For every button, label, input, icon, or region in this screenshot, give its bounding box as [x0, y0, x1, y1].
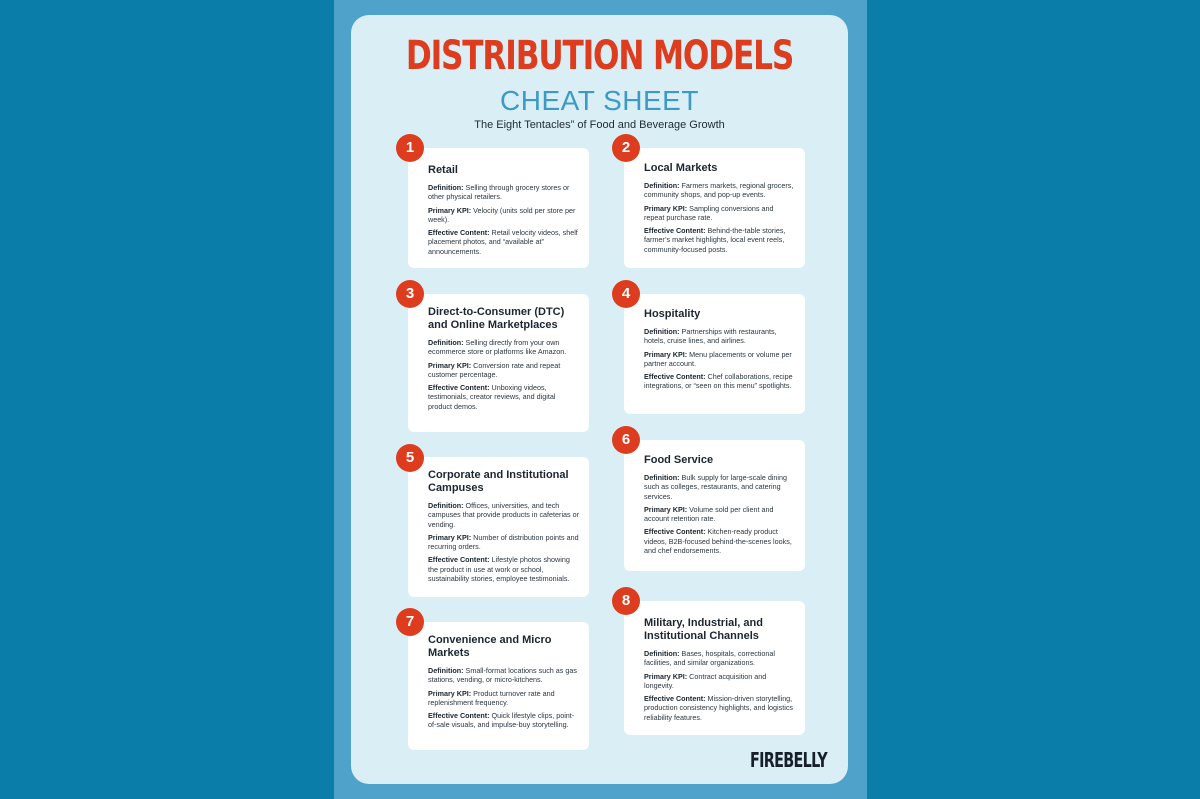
- card-content: [428, 555, 579, 583]
- poster-title: DISTRIBUTION MODELS: [405, 33, 794, 79]
- card-kpi: [428, 361, 579, 380]
- card-dtc: [408, 294, 589, 432]
- content-label: Effective Content:: [428, 383, 490, 393]
- definition-label: Definition:: [644, 473, 680, 482]
- card-retail: [408, 148, 589, 268]
- definition-label: Definition:: [644, 327, 680, 336]
- content-label: Effective Content:: [428, 711, 490, 721]
- definition-label: Definition:: [644, 649, 680, 658]
- content-label: Effective Content:: [644, 694, 706, 704]
- definition-label: Definition:: [428, 666, 464, 675]
- definition-text: Bulk supply for large-scale dining such as colleges, restaurants, and catering services.: [644, 473, 788, 501]
- content-text: Unboxing videos, testimonials, creator reviews, and digital product demos.: [428, 383, 556, 411]
- card-definition: [644, 649, 795, 668]
- card-title: Hospitality: [644, 308, 701, 320]
- card-title: Direct-to-Consumer (DTC) and Online Marketplaces: [428, 306, 565, 331]
- card-corporate-campuses: [408, 457, 589, 597]
- number-badge: 4: [612, 280, 640, 308]
- kpi-text: Conversion rate and repeat customer percentage.: [428, 360, 561, 379]
- kpi-text: Sampling conversions and repeat purchase rate.: [644, 203, 774, 222]
- card-content: [644, 226, 795, 254]
- card-kpi: [644, 204, 795, 223]
- card-definition: [644, 327, 795, 346]
- card-definition: [428, 183, 579, 202]
- content-text: Behind-the-table stories, farmer’s market highlights, local event reels, community-focused posts.: [644, 226, 786, 254]
- card-kpi: [428, 689, 579, 708]
- definition-text: Partnerships with restaurants, hotels, cruise lines, and airlines.: [644, 327, 777, 346]
- card-definition: [428, 338, 579, 357]
- content-text: Chef collaborations, recipe integrations, or “seen on this menu” spotlights.: [644, 372, 793, 391]
- kpi-text: Number of distribution points and recurring orders.: [428, 532, 579, 552]
- card-kpi: [428, 533, 579, 552]
- kpi-label: Primary KPI:: [428, 532, 472, 542]
- card-food-service: [624, 440, 805, 571]
- poster-subtitle: CHEAT SHEET: [500, 85, 699, 116]
- definition-label: Definition:: [428, 338, 464, 347]
- number-badge: 7: [396, 608, 424, 636]
- card-kpi: [644, 350, 795, 369]
- kpi-label: Primary KPI:: [644, 671, 688, 681]
- definition-text: Small-format locations such as gas stations, vending, or micro-kitchens.: [428, 666, 577, 685]
- content-label: Effective Content:: [428, 228, 490, 238]
- card-title: Food Service: [644, 454, 714, 466]
- card-title: Local Markets: [644, 162, 718, 174]
- kpi-label: Primary KPI:: [428, 205, 472, 215]
- card-title: Corporate and Institutional Campuses: [428, 469, 569, 494]
- content-text: Mission-driven storytelling, production consistency highlights, and logistics reliability features.: [644, 694, 794, 722]
- definition-label: Definition:: [428, 183, 464, 192]
- card-kpi: [428, 206, 579, 225]
- card-content: [428, 711, 579, 730]
- card-title: Military, Industrial, and Institutional Channels: [644, 617, 763, 642]
- number-badge: 1: [396, 134, 424, 162]
- content-label: Effective Content:: [644, 226, 706, 236]
- kpi-text: Contract acquisition and longevity.: [644, 671, 767, 690]
- card-title: Convenience and Micro Markets: [428, 634, 552, 659]
- definition-text: Selling directly from your own ecommerce store or platforms like Amazon.: [428, 338, 567, 357]
- definition-text: Farmers markets, regional grocers, community shops, and pop-up events.: [644, 181, 794, 200]
- card-definition: [644, 181, 795, 200]
- number-badge: 2: [612, 134, 640, 162]
- content-label: Effective Content:: [428, 555, 490, 565]
- content-text: Lifestyle photos showing the product in use at work or school, sustainability stories, employee testimonials.: [428, 555, 570, 584]
- content-text: Quick lifestyle clips, point-of-sale visuals, and impulse-buy storytelling.: [428, 711, 575, 730]
- kpi-text: Menu placements or volume per partner account.: [644, 349, 792, 368]
- kpi-text: Product turnover rate and replenishment frequency.: [428, 688, 555, 707]
- definition-label: Definition:: [644, 181, 680, 190]
- card-kpi: [644, 505, 795, 524]
- poster-tagline: The Eight Tentacles” of Food and Beverage Growth: [474, 119, 725, 131]
- content-label: Effective Content:: [644, 372, 706, 382]
- kpi-label: Primary KPI:: [644, 504, 688, 514]
- definition-text: Offices, universities, and tech campuses that provide products in cafeterias or vending.: [428, 501, 580, 529]
- card-military-industrial: [624, 601, 805, 735]
- card-content: [644, 694, 795, 722]
- content-text: Retail velocity videos, shelf placement photos, and “available at” announcements.: [428, 228, 578, 256]
- kpi-label: Primary KPI:: [644, 349, 688, 359]
- card-convenience-markets: [408, 622, 589, 750]
- definition-text: Selling through grocery stores or other physical retailers.: [428, 183, 570, 202]
- number-badge: 3: [396, 280, 424, 308]
- card-local-markets: [624, 148, 805, 268]
- number-badge: 6: [612, 426, 640, 454]
- card-hospitality: [624, 294, 805, 414]
- kpi-text: Volume sold per client and account retention rate.: [644, 504, 774, 524]
- content-label: Effective Content:: [644, 527, 706, 537]
- content-text: Kitchen-ready product videos, B2B-focused behind-the-scenes looks, and chef endorsements.: [644, 527, 792, 556]
- card-content: [428, 228, 579, 256]
- card-content: [644, 527, 795, 555]
- card-content: [644, 372, 795, 391]
- firebelly-logo: FIREBELLY: [750, 748, 827, 772]
- card-content: [428, 383, 579, 411]
- kpi-label: Primary KPI:: [428, 360, 472, 370]
- kpi-text: Velocity (units sold per store per week).: [428, 205, 576, 224]
- kpi-label: Primary KPI:: [644, 203, 688, 213]
- card-definition: [428, 501, 579, 529]
- card-kpi: [644, 672, 795, 691]
- card-definition: [428, 666, 579, 685]
- kpi-label: Primary KPI:: [428, 688, 472, 698]
- definition-label: Definition:: [428, 501, 464, 510]
- card-title: Retail: [428, 164, 458, 176]
- definition-text: Bases, hospitals, correctional facilities, and similar organizations.: [644, 649, 776, 668]
- card-definition: [644, 473, 795, 501]
- number-badge: 5: [396, 444, 424, 472]
- number-badge: 8: [612, 587, 640, 615]
